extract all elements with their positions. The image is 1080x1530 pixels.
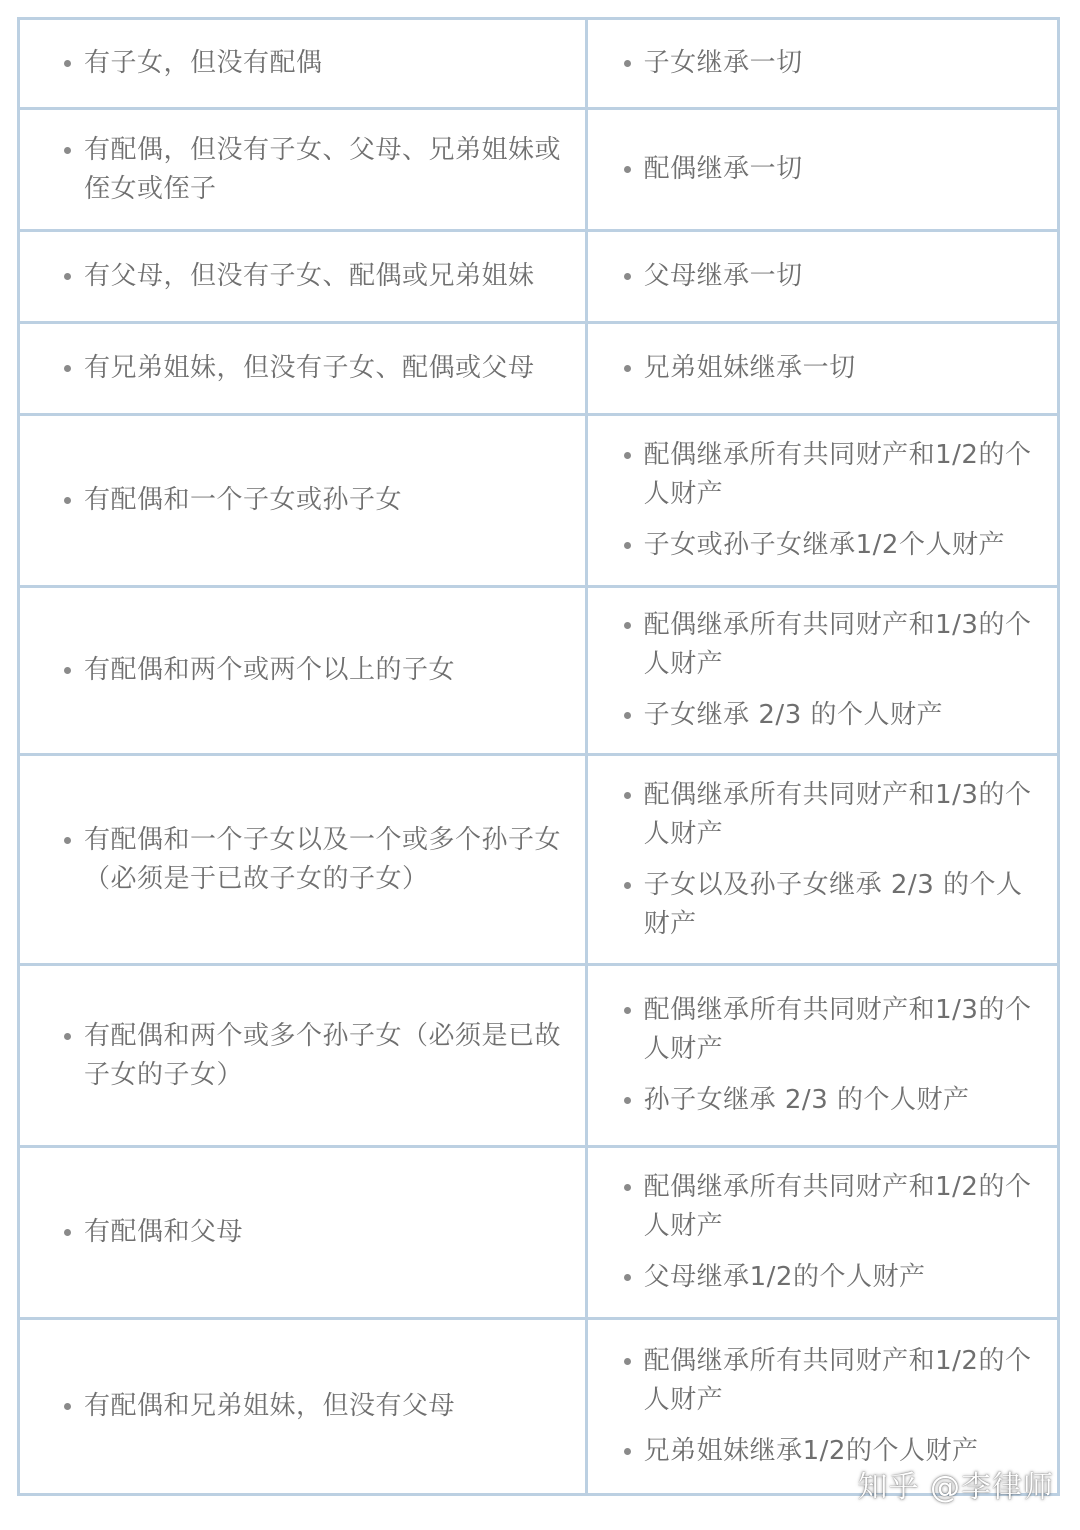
table-row xyxy=(19,755,1059,965)
condition-text: 有配偶和父母 xyxy=(64,1213,567,1252)
condition-cell xyxy=(19,1319,587,1495)
result-text: 子女继承 2/3 的个人财产 xyxy=(624,696,1041,735)
condition-cell xyxy=(19,19,587,109)
result-text: 配偶继承所有共同财产和1/2的个人财产 xyxy=(624,1342,1041,1420)
result-text: 配偶继承一切 xyxy=(624,150,1041,189)
table-row xyxy=(19,965,1059,1147)
table-row xyxy=(19,231,1059,323)
condition-cell xyxy=(19,323,587,415)
condition-cell xyxy=(19,415,587,587)
table-row xyxy=(19,1147,1059,1319)
inheritance-table xyxy=(17,17,1060,1496)
result-text: 配偶继承所有共同财产和1/3的个人财产 xyxy=(624,606,1041,684)
condition-text: 有配偶，但没有子女、父母、兄弟姐妹或侄女或侄子 xyxy=(64,131,567,209)
condition-text: 有配偶和一个子女以及一个或多个孙子女（必须是于已故子女的子女） xyxy=(64,821,567,899)
result-cell xyxy=(586,1147,1058,1319)
condition-text: 有配偶和兄弟姐妹，但没有父母 xyxy=(64,1387,567,1426)
result-text: 子女以及孙子女继承 2/3 的个人财产 xyxy=(624,866,1041,944)
result-cell xyxy=(586,587,1058,755)
result-text: 配偶继承所有共同财产和1/2的个人财产 xyxy=(624,436,1041,514)
table-body xyxy=(19,19,1059,1495)
result-text: 子女或孙子女继承1/2个人财产 xyxy=(624,526,1041,565)
result-cell xyxy=(586,415,1058,587)
result-cell xyxy=(586,231,1058,323)
condition-text: 有子女，但没有配偶 xyxy=(64,44,567,83)
result-text: 配偶继承所有共同财产和1/3的个人财产 xyxy=(624,991,1041,1069)
result-text: 孙子女继承 2/3 的个人财产 xyxy=(624,1081,1041,1120)
condition-cell xyxy=(19,1147,587,1319)
result-text: 子女继承一切 xyxy=(624,44,1041,83)
result-cell xyxy=(586,19,1058,109)
condition-text: 有兄弟姐妹，但没有子女、配偶或父母 xyxy=(64,349,567,388)
table-row xyxy=(19,415,1059,587)
table-row xyxy=(19,323,1059,415)
condition-text: 有父母，但没有子女、配偶或兄弟姐妹 xyxy=(64,257,567,296)
result-cell xyxy=(586,323,1058,415)
result-text: 父母继承一切 xyxy=(624,257,1041,296)
condition-text: 有配偶和两个或多个孙子女（必须是已故子女的子女） xyxy=(64,1017,567,1095)
condition-cell xyxy=(19,755,587,965)
condition-text: 有配偶和一个子女或孙子女 xyxy=(64,481,567,520)
result-cell xyxy=(586,755,1058,965)
table-row xyxy=(19,109,1059,231)
table-row xyxy=(19,587,1059,755)
condition-cell xyxy=(19,587,587,755)
result-text: 父母继承1/2的个人财产 xyxy=(624,1258,1041,1297)
result-text: 兄弟姐妹继承一切 xyxy=(624,349,1041,388)
table-row xyxy=(19,19,1059,109)
condition-cell xyxy=(19,109,587,231)
result-cell xyxy=(586,109,1058,231)
condition-cell xyxy=(19,231,587,323)
result-text: 配偶继承所有共同财产和1/3的个人财产 xyxy=(624,776,1041,854)
result-text: 配偶继承所有共同财产和1/2的个人财产 xyxy=(624,1168,1041,1246)
watermark: 知乎 @李律师 xyxy=(857,1470,1054,1505)
result-text: 兄弟姐妹继承1/2的个人财产 xyxy=(624,1432,1041,1471)
condition-cell xyxy=(19,965,587,1147)
result-cell xyxy=(586,965,1058,1147)
condition-text: 有配偶和两个或两个以上的子女 xyxy=(64,651,567,690)
